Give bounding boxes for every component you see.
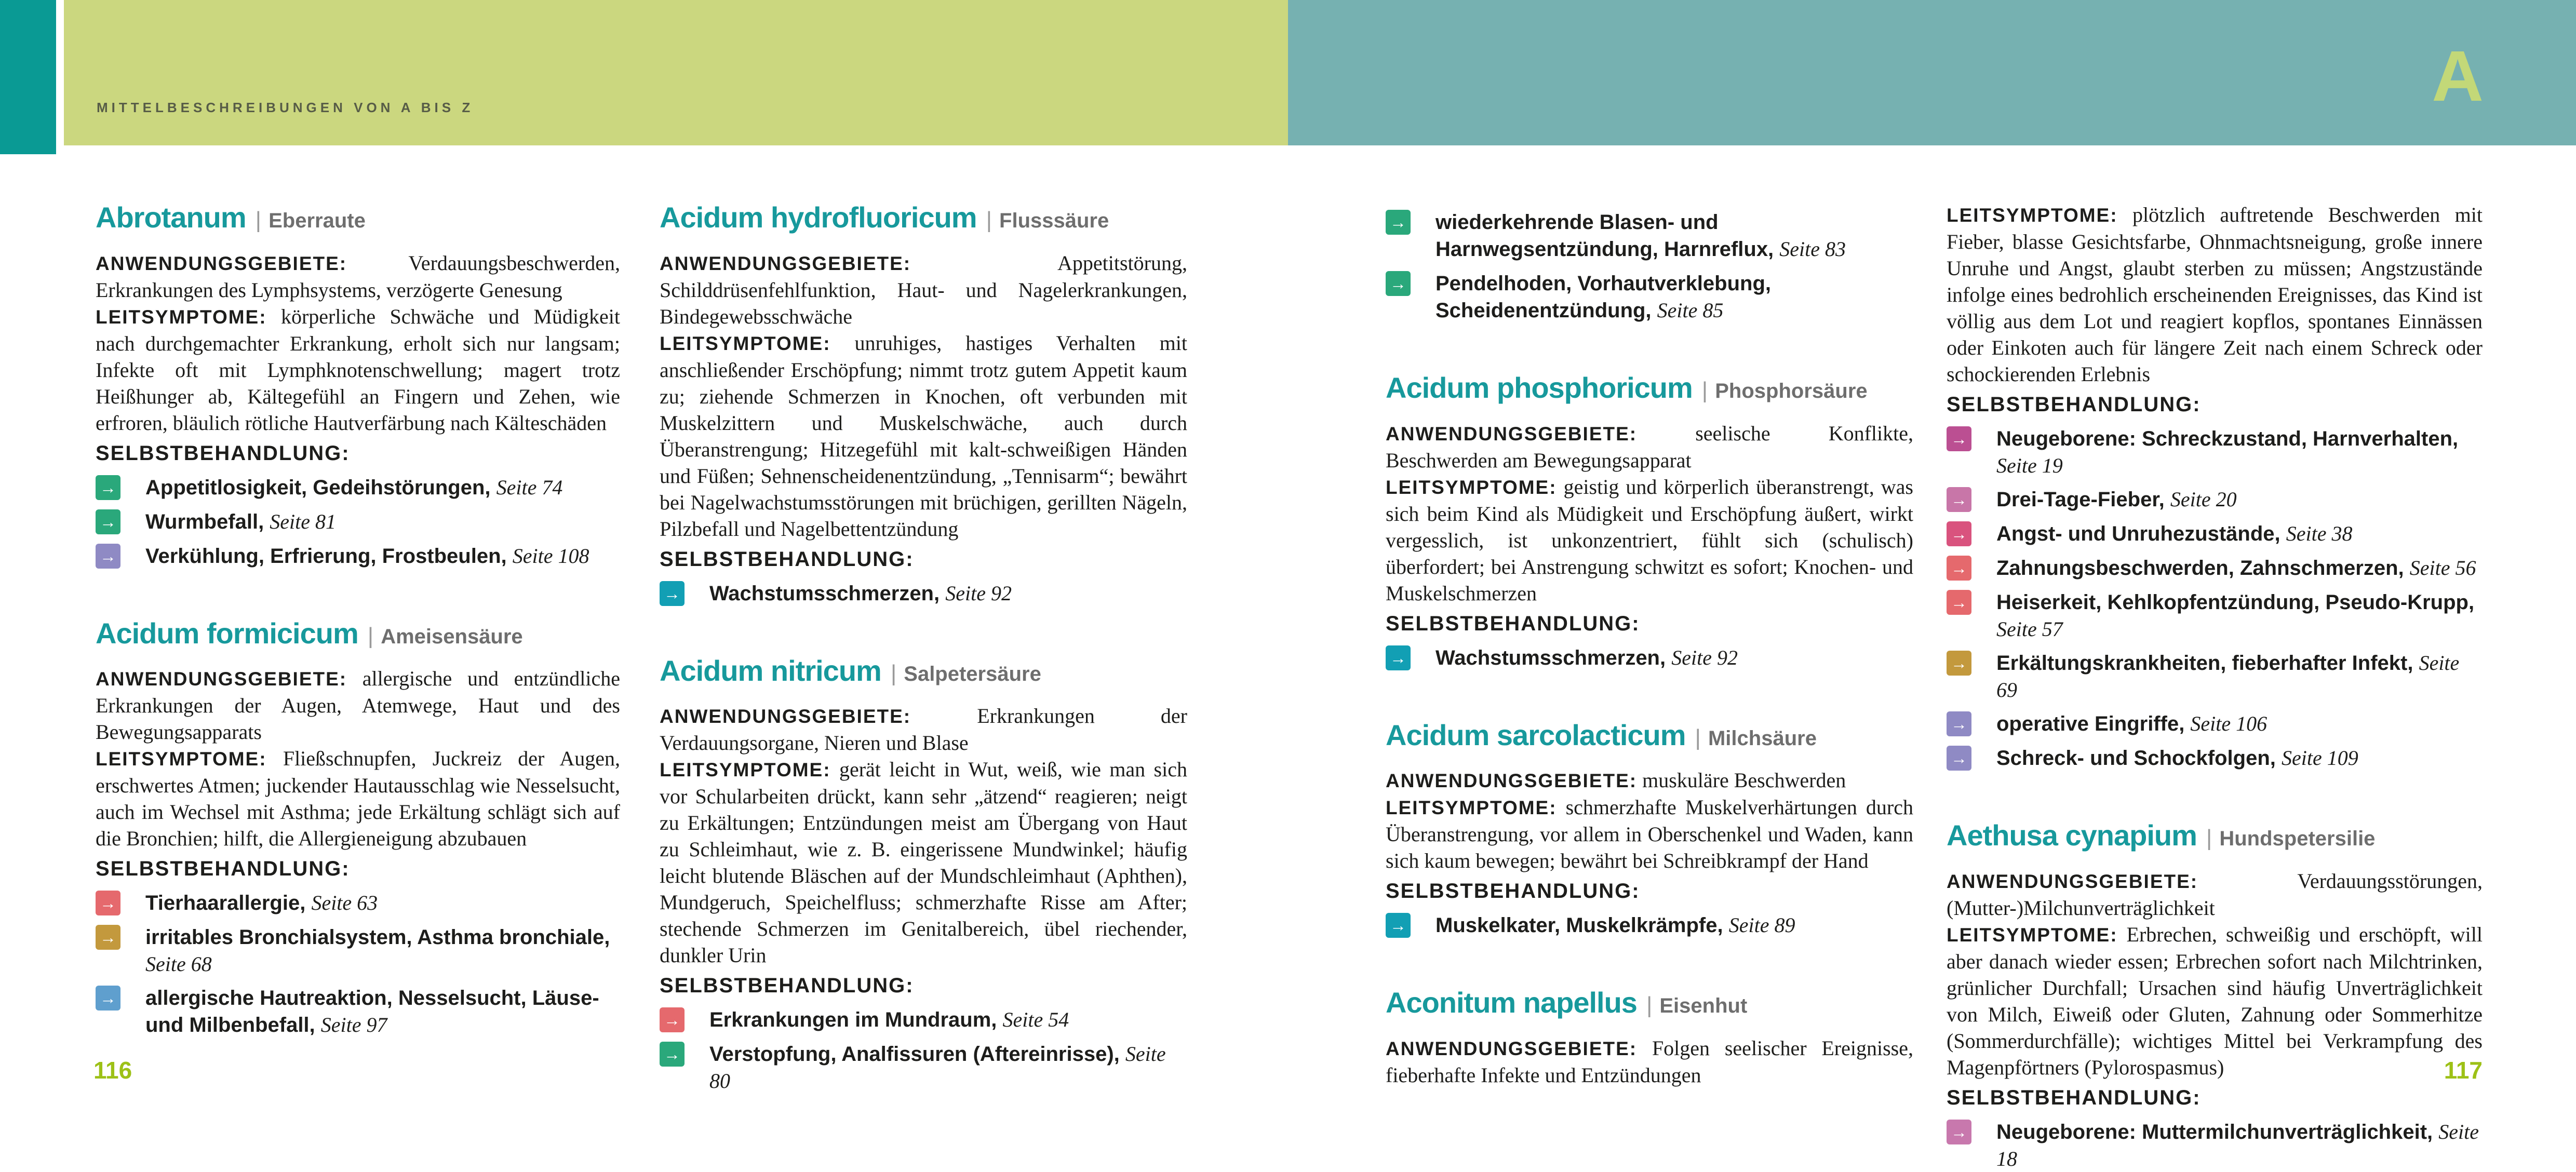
separator-bar: | [255,207,262,233]
page-reference: Seite 19 [1996,454,2063,477]
paragraph-label: LEITSYMPTOME: [1947,924,2118,946]
remedy-heading [1386,719,1913,752]
arrow-icon: → [96,475,120,500]
separator-bar: | [2206,825,2212,851]
entry-paragraph: ANWENDUNGSGEBIETE: muskuläre Beschwerden [1386,769,1846,792]
arrow-icon: → [660,1007,685,1032]
remedy-name: Acidum hydrofluoricum [660,201,977,234]
page-reference: Seite 83 [1779,237,1846,261]
treatment-item [1386,912,1913,939]
remedy-heading [96,617,620,650]
remedy-name: Acidum sarcolacticum [1386,718,1686,751]
treatment-item-label: irritables Bronchialsystem, Asthma bronchiale, [145,926,610,949]
treatment-item [660,1006,1187,1033]
arrow-icon: → [1947,487,1971,512]
page-reference: Seite 85 [1657,299,1724,322]
remedy-name: Acidum phosphoricum [1386,371,1693,404]
treatment-item-label: Wachstumsschmerzen, [1435,646,1672,669]
arrow-icon: → [1386,271,1411,296]
page-column-1 [96,201,620,1039]
treatment-item [1947,650,2483,703]
treatment-item [1947,486,2483,513]
remedy-common-name: Milchsäure [1708,726,1817,750]
paragraph-label: ANWENDUNGSGEBIETE: [660,706,911,728]
page-reference: Seite 54 [1002,1008,1069,1032]
treatment-item-label: Wurmbefall, [145,510,270,533]
page-number-right: 117 [2444,1057,2483,1084]
page-reference: Seite 69 [1996,651,2460,702]
treatment-item-label: Drei-Tage-Fieber, [1996,488,2170,511]
treatment-item-label: Wachstumsschmerzen, [709,582,946,605]
treatment-item [660,580,1187,607]
arrow-icon: → [1947,746,1971,771]
treatment-item-label: Erkrankungen im Mundraum, [709,1008,1003,1032]
arrow-icon: → [96,509,120,534]
entry-paragraph: LEITSYMPTOME: schmerzhafte Muskelverhärtungen durch Überanstrengung, vor allem in Oberschenkel und Waden, kann sich kaum bewegen; bewährt bei Schreibkrampf der Hand [1386,796,1913,873]
remedy-heading [1386,987,1913,1019]
paragraph-label: ANWENDUNGSGEBIETE: [1386,1038,1638,1060]
treatment-item-label: Zahnungsbeschwerden, Zahnschmerzen, [1996,557,2410,580]
treatment-item-label: allergische Hautreaktion, Nesselsucht, Läuse- und Milbenbefall, [145,987,599,1037]
selbstbehandlung-label: SELBSTBEHANDLUNG: [1947,393,2201,416]
treatment-item [1947,425,2483,479]
selbstbehandlung-label: SELBSTBEHANDLUNG: [1386,612,1640,635]
arrow-icon: → [1947,1120,1971,1144]
entry-paragraph: ANWENDUNGSGEBIETE: allergische und entzündliche Erkrankungen der Augen, Atemwege, Haut und des Bewegungsapparats [96,667,620,744]
separator-bar: | [367,623,374,649]
entry-paragraph: LEITSYMPTOME: geistig und körperlich überanstrengt, was sich beim Kind als Müdigkeit und Erschöpfung äußert, wirkt vergesslich, ist unkonzentriert, fühlt sich (schulisch) überfordert; bei Anstrengung schwitzt es sofort; Knochen- und Muskelschmerzen [1386,475,1913,605]
page-reference: Seite 109 [2282,746,2358,770]
treatment-item [96,890,620,917]
treatment-item-label: Neugeborene: Muttermilchunverträglichkeit, [1996,1120,2439,1143]
treatment-item [96,543,620,570]
entry-paragraph: LEITSYMPTOME: Erbrechen, schweißig und erschöpft, will aber danach wieder essen; Erbrechen sofort nach Milchtrinken, grünlicher Durchfall; Ursachen sind häufig Unverträglichkeit von Milch, Eiweiß oder Gluten, Zahnung oder Sommerhitze (Sommerdurchfälle); wichtiges Mittel bei Verkrampfung des Magenpförtners (Pylorospasmus) [1947,922,2483,1079]
paragraph-label: LEITSYMPTOME: [1386,476,1557,498]
remedy-name: Acidum formicicum [96,616,358,650]
page-reference: Seite 97 [320,1013,387,1037]
treatment-item [660,1041,1187,1094]
arrow-icon: → [1947,651,1971,676]
paragraph-label: ANWENDUNGSGEBIETE: [1386,423,1638,444]
treatment-item [1947,589,2483,642]
treatment-item-label: Pendelhoden, Vorhautverklebung, Scheidenentzündung, [1435,272,1772,322]
remedy-name: Aconitum napellus [1386,986,1637,1019]
separator-bar: | [1695,724,1701,750]
arrow-icon: → [1947,556,1971,581]
remedy-common-name: Eisenhut [1659,994,1748,1018]
treatment-item-label: Tierhaarallergie, [145,892,312,915]
page-reference: Seite 106 [2190,712,2268,735]
page-reference: Seite 57 [1996,617,2063,641]
remedy-heading [96,201,620,234]
remedy-name: Aethusa cynapium [1947,819,2197,852]
arrow-icon: → [96,925,120,950]
arrow-icon: → [1947,521,1971,546]
arrow-icon: → [1386,913,1411,938]
selbstbehandlung-label: SELBSTBEHANDLUNG: [1386,880,1640,903]
paragraph-label: LEITSYMPTOME: [96,748,267,770]
treatment-item [1947,555,2483,582]
page-column-3 [1386,201,1913,1088]
arrow-icon: → [96,891,120,915]
treatment-item [96,474,620,501]
remedy-heading [1947,819,2483,852]
separator-bar: | [890,660,897,686]
entry-paragraph: LEITSYMPTOME: unruhiges, hastiges Verhalten mit anschließender Erschöpfung; nimmt trotz gutem Appetit kaum zu; ziehende Schmerzen in Knochen, oft verbunden mit Muskelzittern und Muskelschwäche, auch durch Überanstrengung; Hitzegefühl mit kalt-schweißigen Händen und Füßen; Sehnenscheidenentzündung, „Tennisarm“; bewährt bei Nagelwachstumsstörungen mit brüchigen, gerillten Nägeln, Pilzbefall und Nagelbettentzündung [660,331,1187,541]
remedy-name: Abrotanum [96,201,246,234]
arrow-icon: → [1947,711,1971,736]
page-column-2 [660,201,1187,1094]
treatment-item [1947,745,2483,772]
page-reference: Seite 63 [311,891,378,915]
arrow-icon: → [660,1042,685,1067]
page-number-left: 116 [93,1057,132,1084]
paragraph-label: LEITSYMPTOME: [660,332,831,354]
page-reference: Seite 74 [496,475,563,499]
page-reference: Seite 56 [2409,556,2476,580]
paragraph-label: ANWENDUNGSGEBIETE: [660,252,911,274]
paragraph-label: ANWENDUNGSGEBIETE: [1386,770,1638,792]
page-column-4 [1947,201,2483,1172]
page-reference: Seite 81 [270,509,337,533]
remedy-common-name: Salpetersäure [904,662,1041,685]
treatment-item [1947,1119,2483,1172]
treatment-item-label: Angst- und Unruhezustände, [1996,522,2286,545]
remedy-name: Acidum nitricum [660,654,881,687]
page-reference: Seite 108 [512,544,589,568]
paragraph-label: LEITSYMPTOME: [1947,205,2118,226]
page-reference: Seite 38 [2286,522,2353,545]
page-header-title: MITTELBESCHREIBUNGEN VON A BIS Z [97,100,474,115]
entry-paragraph: ANWENDUNGSGEBIETE: Erkrankungen der Verdauungsorgane, Nieren und Blase [660,704,1187,755]
treatment-item-label: Appetitlosigkeit, Gedeihstörungen, [145,476,497,499]
entry-paragraph: LEITSYMPTOME: gerät leicht in Wut, weiß, wie man sich vor Schularbeiten drückt, kann sehr „ätzend“ reagieren; neigt zu Erkältungen; Entzündungen meist am Übergang von Haut zu Schleimhaut, wie z. B. eingerissene Mundwinkel; häufig leicht blutende Bläschen auf der Mundschleimhaut (Aphthen), Mundgeruch, Speichelfluss; schmerzhafte Risse am After; stechende Schmerzen im Genitalbereich, übel riechender, dunkler Urin [660,758,1187,967]
page-reference: Seite 80 [709,1042,1166,1093]
treatment-item [1386,270,1913,324]
page-reference: Seite 68 [145,952,212,976]
treatment-item [1947,710,2483,737]
page-reference: Seite 92 [945,581,1012,605]
separator-bar: | [1701,378,1708,403]
treatment-item-label: Erkältungskrankheiten, fieberhafter Infekt, [1996,652,2419,675]
page-reference: Seite 18 [1996,1120,2479,1170]
paragraph-label: LEITSYMPTOME: [1386,797,1557,819]
entry-paragraph: LEITSYMPTOME: plötzlich auftretende Beschwerden mit Fieber, blasse Gesichtsfarbe, Ohnmachtsneigung, große innere Unruhe und Angst, glaubt sterben zu müssen; Angstzustände infolge eines bedrohlich erscheinenden Ereignisses, das Kind ist völlig aus dem Lot und reagiert kopflos, spontanes Einnässen oder Einkoten auch für längere Zeit nach einem Schreck oder schockierenden Erlebnis [1947,203,2483,386]
arrow-icon: → [660,581,685,606]
arrow-icon: → [96,544,120,569]
separator-bar: | [986,207,992,233]
remedy-heading [660,655,1187,688]
remedy-common-name: Hundspetersilie [2219,827,2376,850]
treatment-item-label: Verstopfung, Analfissuren (Aftereinrisse), [709,1043,1125,1066]
page-reference: Seite 92 [1671,645,1738,669]
treatment-item [96,508,620,535]
entry-paragraph: LEITSYMPTOME: körperliche Schwäche und Müdigkeit nach durchgemachter Erkrankung, erholt sich nur langsam; Infekte oft mit Lymphknotenschwellung; magert trotz Heißhunger ab, Kältegefühl an Fingern und Zehen, wie erfroren, bläulich rötliche Hautverfärbung nach Kälteschäden [96,304,620,435]
paragraph-label: LEITSYMPTOME: [660,759,831,781]
selbstbehandlung-label: SELBSTBEHANDLUNG: [96,441,350,465]
arrow-icon: → [1947,426,1971,451]
remedy-common-name: Ameisensäure [381,625,523,648]
header-band-right [1288,0,2576,145]
page-reference: Seite 89 [1728,913,1795,937]
entry-paragraph: ANWENDUNGSGEBIETE: Folgen seelischer Ereignisse, fieberhafte Infekte und Entzündungen [1386,1036,1913,1087]
remedy-heading [1386,372,1913,405]
treatment-item-label: Muskelkater, Muskelkrämpfe, [1435,914,1729,937]
treatment-item-label: wiederkehrende Blasen- und Harnwegsentzündung, Harnreflux, [1435,211,1780,261]
selbstbehandlung-label: SELBSTBEHANDLUNG: [660,547,914,571]
treatment-item [96,924,620,977]
header-band-left [64,0,1288,145]
entry-paragraph: ANWENDUNGSGEBIETE: Verdauungsbeschwerden, Erkrankungen des Lymphsystems, verzögerte Genesung [96,251,620,302]
remedy-heading [660,201,1187,234]
treatment-item-label: Heiserkeit, Kehlkopfentzündung, Pseudo-Krupp, [1996,591,2475,614]
remedy-common-name: Eberraute [269,209,366,232]
entry-paragraph: ANWENDUNGSGEBIETE: Verdauungsstörungen, (Mutter-)Milchunverträglichkeit [1947,869,2483,920]
arrow-icon: → [96,986,120,1011]
selbstbehandlung-label: SELBSTBEHANDLUNG: [1947,1086,2201,1109]
page-reference: Seite 20 [2170,488,2237,511]
treatment-item-label: Schreck- und Schockfolgen, [1996,747,2282,770]
treatment-item-label: Verkühlung, Erfrierung, Frostbeulen, [145,544,513,568]
entry-paragraph: ANWENDUNGSGEBIETE: Appetitstörung, Schilddrüsenfehlfunktion, Haut- und Nagelerkrankungen, Bindegewebsschwäche [660,251,1187,328]
remedy-common-name: Phosphorsäure [1715,380,1868,402]
entry-paragraph: LEITSYMPTOME: Fließschnupfen, Juckreiz der Augen, erschwertes Atmen; juckender Hautausschlag wie Nesselsucht, auch im Wechsel mit Asthma; jede Erkältung schlägt sich auf die Bronchien; hilft, die Allergieneigung abzubauen [96,747,620,851]
paragraph-label: LEITSYMPTOME: [96,306,267,328]
treatment-item-label: Neugeborene: Schreckzustand, Harnverhalten, [1996,427,2459,450]
treatment-item [1947,520,2483,547]
entry-paragraph: ANWENDUNGSGEBIETE: seelische Konflikte, Beschwerden am Bewegungsapparat [1386,421,1913,472]
section-letter: A [2432,36,2484,116]
paragraph-label: ANWENDUNGSGEBIETE: [1947,870,2198,892]
selbstbehandlung-label: SELBSTBEHANDLUNG: [96,857,350,881]
treatment-item [1386,209,1913,263]
paragraph-label: ANWENDUNGSGEBIETE: [96,252,347,274]
treatment-item-label: operative Eingriffe, [1996,712,2191,735]
selbstbehandlung-label: SELBSTBEHANDLUNG: [660,974,914,998]
remedy-common-name: Flusssäure [999,209,1109,232]
arrow-icon: → [1386,645,1411,670]
treatment-item [96,985,620,1039]
corner-square [0,0,56,154]
separator-bar: | [1646,992,1653,1018]
arrow-icon: → [1386,210,1411,235]
paragraph-label: ANWENDUNGSGEBIETE: [96,668,347,690]
treatment-item [1386,644,1913,671]
arrow-icon: → [1947,590,1971,615]
